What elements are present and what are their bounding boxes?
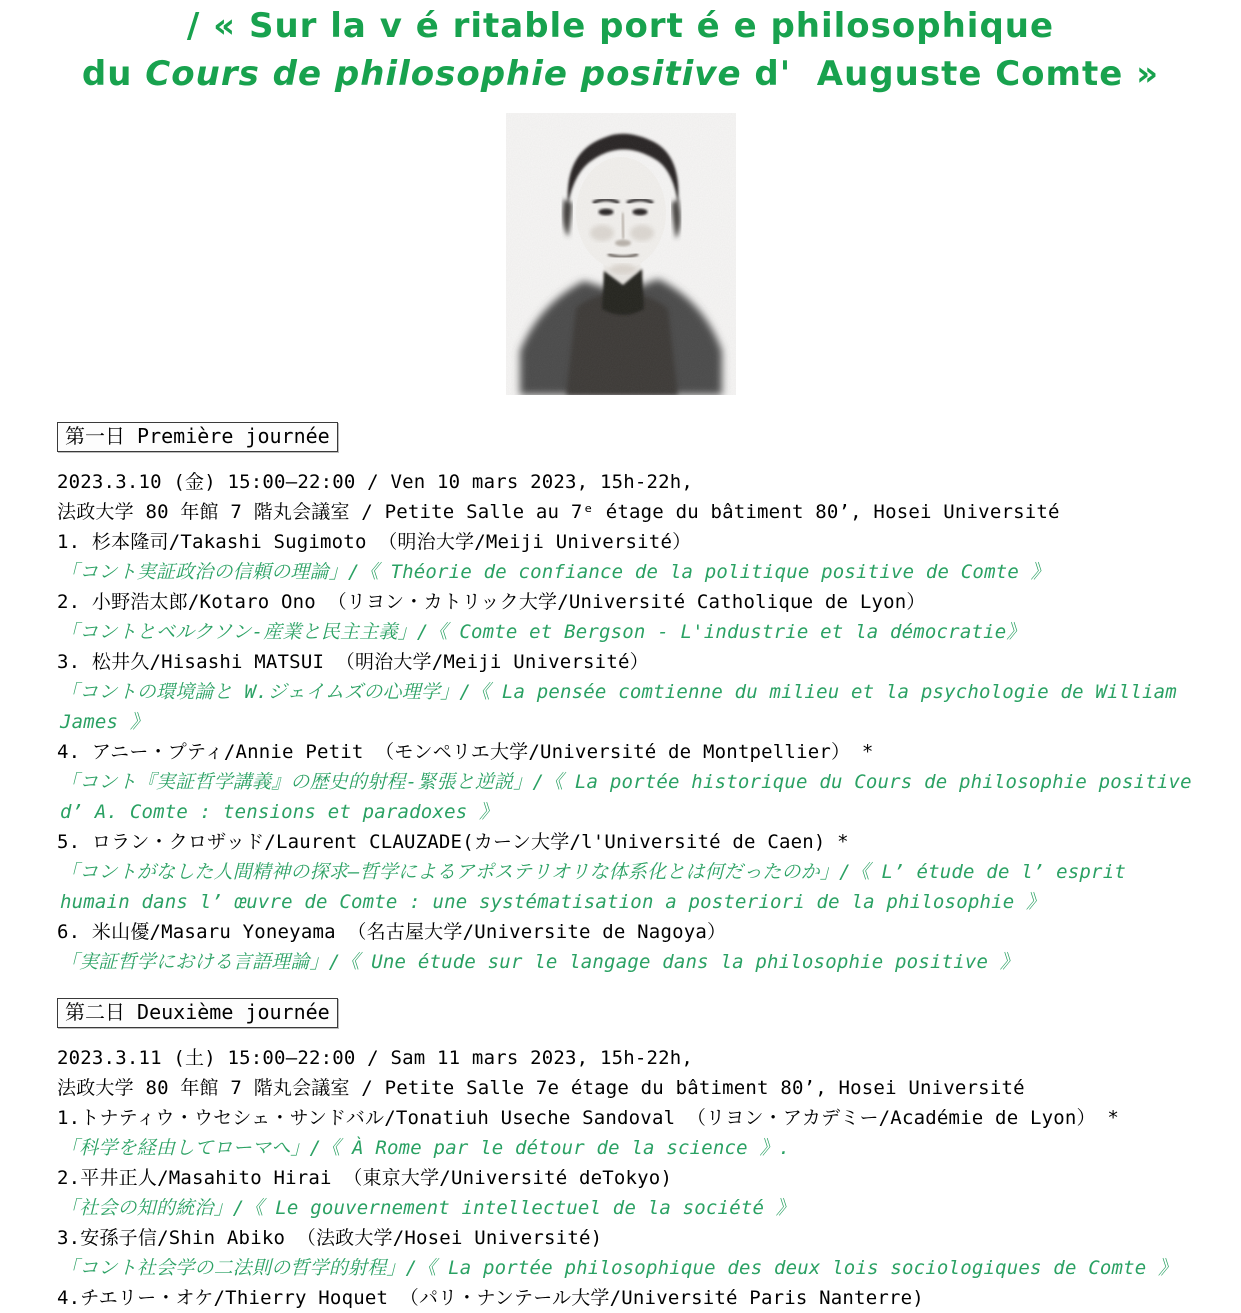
day2-talk-1: 「科学を経由してローマへ」/《 À Rome par le détour de la science 》. <box>60 1137 791 1159</box>
day1-talk-5: 「コントがなした人間精神の探求—哲学によるアポステリオリな体系化とは何だったのか」/《 L’ étude de l’ esprit humain dans l’ œuvre de Comte : une systématisation a posteriori de la philosophie 》 <box>60 861 1138 913</box>
day2-speaker-2: 2.平井正人/Masahito Hirai （東京大学/Université deTokyo) <box>57 1167 673 1189</box>
day2-venue-line: 法政大学 80 年館 7 階丸会議室 / Petite Salle 7e étage du bâtiment 80’, Hosei Université <box>57 1077 1025 1099</box>
title-line-2 <box>0 50 1241 98</box>
day1-speaker-1: 1. 杉本隆司/Takashi Sugimoto （明治大学/Meiji Université） <box>57 531 692 553</box>
day1-talk-6: 「実証哲学における言語理論」/《 Une étude sur le langage dans la philosophie positive 》 <box>60 951 1019 973</box>
day1-header <box>57 422 338 452</box>
day1-venue-line: 法政大学 80 年館 7 階丸会議室 / Petite Salle au 7ᵉ étage du bâtiment 80’, Hosei Université <box>57 501 1060 523</box>
day1-speaker-4: 4. アニー・プティ/Annie Petit （モンペリエ大学/Université de Montpellier） * <box>57 741 874 763</box>
portrait-engraving-graphic <box>506 113 736 395</box>
day1-speaker-6: 6. 米山優/Masaru Yoneyama （名古屋大学/Universite de Nagoya） <box>57 921 727 943</box>
day2-talk-3: 「コント社会学の二法則の哲学的射程」/《 La portée philosophique des deux lois sociologiques de Comte 》 <box>60 1257 1178 1279</box>
page-title <box>0 0 1241 98</box>
day1-speaker-2: 2. 小野浩太郎/Kotaro Ono （リヨン・カトリック大学/Université Catholique de Lyon） <box>57 591 926 613</box>
day1-speaker-5: 5. ロラン・クロザッド/Laurent CLAUZADE(カーン大学/l'Université de Caen) * <box>57 831 849 853</box>
program-content <box>0 395 1241 1313</box>
day2-speaker-3: 3.安孫子信/Shin Abiko （法政大学/Hosei Université) <box>57 1227 603 1249</box>
title-line-2-post: d' Auguste Comte » <box>741 54 1160 94</box>
day2-speaker-4: 4.チエリー・オケ/Thierry Hoquet （パリ・ナンテール大学/Université Paris Nanterre) <box>57 1287 924 1309</box>
day1-date-line: 2023.3.10 (金) 15:00—22:00 / Ven 10 mars 2023, 15h-22h, <box>57 471 694 493</box>
day1-talk-4: 「コント『実証哲学講義』の歴史的射程-緊張と逆説」/《 La portée historique du Cours de philosophie positive d’ A. Comte : tensions et paradoxes 》 <box>60 771 1204 823</box>
title-line-2-pre: du <box>81 54 146 94</box>
day1-talk-1: 「コント実証政治の信頼の理論」/《 Théorie de confiance de la politique positive de Comte 》 <box>60 561 1050 583</box>
day2-date-line: 2023.3.11 (土) 15:00—22:00 / Sam 11 mars 2023, 15h-22h, <box>57 1047 694 1069</box>
day1-talk-3: 「コントの環境論と W.ジェイムズの心理学」/《 La pensée comtienne du milieu et la psychologie de William James 》 <box>60 681 1189 733</box>
day1-talk-2: 「コントとベルクソン-産業と民主主義」/《 Comte et Bergson - L'industrie et la démocratie》 <box>60 621 1026 643</box>
day1-speaker-3: 3. 松井久/Hisashi MATSUI （明治大学/Meiji Université） <box>57 651 649 673</box>
auguste-comte-portrait-image <box>506 113 736 395</box>
day1-header-label: 第一日 Première journée <box>65 424 330 448</box>
day2-speaker-1: 1.トナティウ・ウセシェ・サンドバル/Tonatiuh Useche Sandoval （リヨン・アカデミー/Académie de Lyon） * <box>57 1107 1120 1129</box>
title-line-1: / « Sur la v é ritable port é e philosophique <box>186 6 1055 46</box>
day2-header-label: 第二日 Deuxième journée <box>65 1000 330 1024</box>
day2-talk-2: 「社会の知的統治」/《 Le gouvernement intellectuel de la société 》 <box>60 1197 795 1219</box>
title-work-name: Cours de philosophie positive <box>145 54 742 94</box>
day2-header <box>57 998 338 1028</box>
